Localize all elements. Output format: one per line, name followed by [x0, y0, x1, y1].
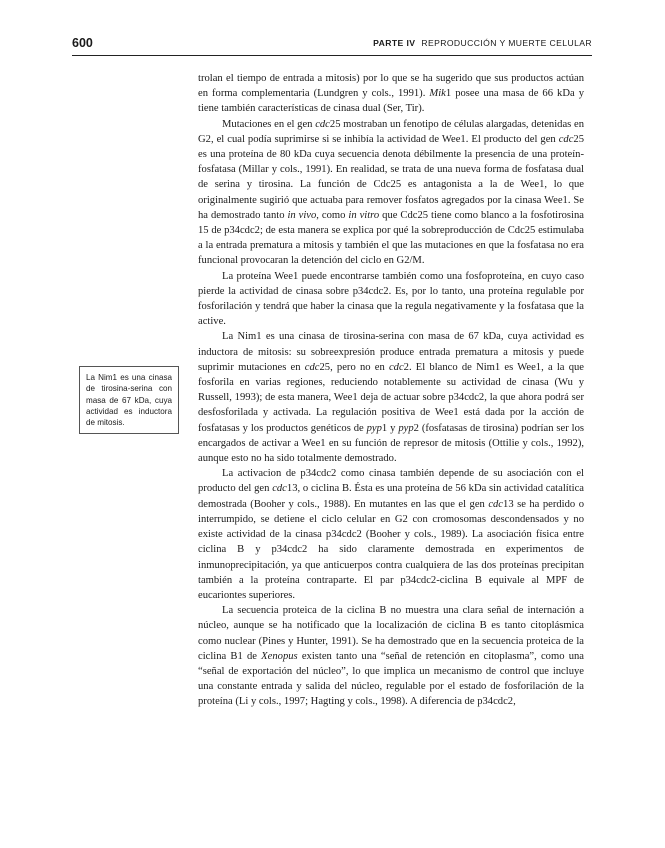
page-number: 600: [72, 36, 93, 50]
running-title: [373, 38, 592, 48]
italic-text: cdc: [558, 133, 574, 145]
text-run: 25 es una proteína de 80 kDa cuya secuencia denota débilmente la presencia de una proteín-fosfatasa (Millar y cols., 1991). En realidad, se trata de una nueva forma de fosfatasa dual de serina y tirosina. La función de Cdc25 es antagonista a la de Wee1, lo que originalmente sugirió que actuaba para remover fosfatos agregados por la cinasa Wee1. Se ha demostrado tanto: [198, 133, 584, 221]
italic-text: pyp: [366, 422, 382, 434]
body-text: [198, 71, 584, 710]
italic-text: cdc: [315, 118, 330, 130]
text-run: existen tanto una “señal de retención en citoplasma”, como una “señal de exportación del núcleo”, lo que implica un mecanismo de control que incluye una constante entrada y salida del núcleo, regulable por el estado de fosforilación de la proteína (Li y cols., 1997; Hagting y cols., 1998). A diferencia de p34cdc2,: [198, 650, 584, 708]
text-run: 13 se ha perdido o interrumpido, se detiene el ciclo celular en G2 con cromosomas descondensados y no existe actividad de la cinasa p34cdc2 (Booher y cols., 1989). La asociación física entre ciclina B y p34cdc2 ha sido claramente demostrada en experimentos de inmunoprecipitación, ya que anticuerpos contra cualquiera de las dos proteínas precipitan también a la proteína contraparte. El par p34cdc2-ciclina B equivale al MPF de eucariontes superiores.: [198, 498, 584, 601]
text-run: 25 mostraban un fenotipo de células alargadas, detenidas en G2, el cual podía suprimirse si se inhibía la actividad de Wee1. El producto del gen: [198, 118, 584, 145]
header-rule: [72, 55, 592, 56]
text-run: 25, pero no en: [319, 361, 389, 373]
text-run: La Nim1 es una cinasa de tirosina-serina con masa de 67 kDa, cuya actividad es inductora de mitosis: su sobreexpresión produce entrada prematura a mitosis y puede suprimir mutaciones en: [198, 331, 584, 373]
text-run: 13, o ciclina B. Ésta es una proteína de 56 kDa sin actividad catalítica demostrada (Booher y cols., 1988). En mutantes en las que el gen: [198, 483, 584, 510]
margin-note: La Nim1 es una cinasa de tirosina-serina con masa de 67 kDa, cuya actividad es inductora de mitosis.: [79, 366, 179, 434]
italic-text: pyp: [398, 422, 414, 434]
paragraph: [198, 117, 584, 269]
italic-text: Xenopus: [261, 650, 298, 662]
italic-text: in vitro: [348, 209, 380, 221]
text-run: La secuencia proteica de la ciclina B no muestra una clara señal de internación a núcleo, aunque se ha notificado que la localización de ciclina B es tanto citoplásmica como nuclear (Pines y Hunter, 1991). Se ha demostrado que en la secuencia proteica de la ciclina B1 de: [198, 605, 584, 662]
text-run: 2 (fosfatasas de tirosina) podrían ser los encargados de activar a Wee1 en su función de represor de mitosis (Ottilie y cols., 1992), aunque esto no ha sido totalmente demostrado.: [198, 422, 585, 465]
chapter-title: REPRODUCCIÓN Y MUERTE CELULAR: [421, 38, 592, 48]
text-run: 2. El blanco de Nim1 es Wee1, a la que fosforila en varias regiones, reduciendo notablemente su actividad de cinasa (Wu y Russell, 1993); de esta manera, Wee1 deja de actuar sobre p34cdc2, la que ahora podrá ser desfosforilada y activada. La regulación positiva de Wee1 está dada por la acción de fosfatasas y los productos genéticos de: [198, 361, 584, 434]
paragraph: [198, 71, 584, 117]
italic-text: cdc: [272, 483, 287, 495]
paragraph: [198, 603, 584, 709]
text-run: , como: [316, 209, 349, 221]
italic-text: Mik: [429, 88, 446, 100]
text-run: La activacion de p34cdc2 como cinasa también depende de su asociación con el producto del gen: [198, 468, 584, 495]
running-header: [72, 36, 592, 52]
italic-text: cdc: [388, 361, 404, 373]
text-run: Mutaciones en el gen: [222, 118, 316, 130]
italic-text: cdc: [304, 361, 320, 373]
text-run: que Cdc25 tiene como blanco a la fosfotirosina 15 de p34cdc2; de esta manera se explica por qué la sobreproducción de Cdc25 estimulaba a la entrada prematura a mitosis y también el que las mutaciones en que la fosfatasa no era funcional provocaran la detención del ciclo en G2/M.: [198, 209, 584, 267]
paragraph: [198, 466, 584, 603]
text-run: 1 y: [381, 422, 399, 434]
paragraph: [198, 329, 584, 466]
italic-text: cdc: [488, 498, 504, 510]
text-run: La proteína Wee1 puede encontrarse también como una fosfoproteína, en cuyo caso pierde la actividad de cinasa sobre p34cdc2. Es, por lo tanto, una proteína regulable por fosforilación y tendrá que haber la cinasa que la regula negativamente y la fosfatasa que la active.: [198, 270, 584, 328]
text-run: 1 posee una masa de 66 kDa y tiene también características de cinasa dual (Ser, Tir).: [198, 88, 585, 115]
italic-text: in vivo: [287, 209, 317, 221]
part-label: PARTE IV: [373, 38, 416, 48]
text-run: trolan el tiempo de entrada a mitosis) por lo que se ha sugerido que sus productos actúan en forma complementaria (Lundgren y cols., 1991).: [198, 73, 584, 100]
paragraph: [198, 269, 584, 330]
